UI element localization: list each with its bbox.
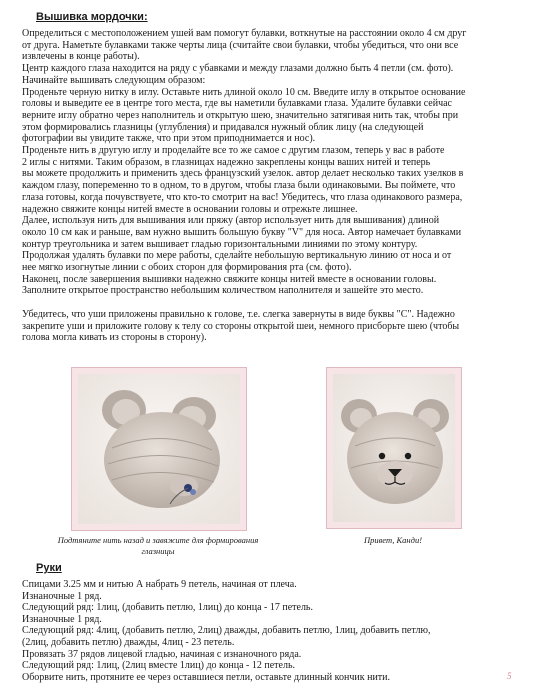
text-line: этом формировались глазницы (углубления) и придавался нужный облик лицу (на следующей (22, 121, 424, 133)
text-line: Проденьте нить в другую иглу и проделайте все то же самое с другим глазом, теперь у вас в работе (22, 145, 445, 157)
text-line: Далее, используя нить для вышивания или пряжу (автор использует нить для вышивания) длиной (22, 215, 440, 227)
text-line: Изнаночные 1 ряд. (22, 590, 102, 602)
text-line: от друга. Наметьте булавками также черты лица (считайте свои булавки, чтобы убедиться, что они все (22, 39, 459, 51)
text-line: Определиться с местоположением ушей вам помогут булавки, воткнутые на расстоянии около 4 см друг (22, 28, 467, 39)
text-line: Убедитесь, что уши приложены правильно к голове, т.е. слегка завернуты в виде буквы "С". Надежно (22, 308, 455, 320)
text-line: закрепите уши и приложите голову к телу со стороны открытой шеи, немного присборьте шею (чтобы (22, 320, 460, 332)
text-line: Оборвите нить, протяните ее через оставшиеся петли, оставьте длинный кончик нити. (22, 671, 391, 683)
text-line: Следующий ряд: 4лиц, (добавить петлю, 2лиц) дважды, добавить петлю, 1лиц, добавить петлю, (22, 625, 431, 637)
text-line: Следующий ряд: 1лиц, (2лиц вместе 1лиц) до конца - 12 петель. (22, 660, 296, 672)
text-line: Наконец, после завершения вышивки надежно свяжите концы нитей вместе в основании головы. (22, 273, 437, 285)
text-line: нее мягко изогнутые линии с обоих сторон для формирования рта (см. фото). (22, 262, 352, 274)
section-heading-arms: Руки (36, 562, 62, 574)
text-line: Провязать 37 рядов лицевой гладью, начиная с изнаночного ряда. (22, 648, 302, 660)
text-line: надежно свяжите концы нитей вместе в основании головы и отрежьте лишнее. (22, 203, 358, 215)
text-line (22, 297, 518, 309)
text-line: Проденьте черную нитку в иглу. Оставьте нить длиной около 10 см. Введите иглу в открытое основание (22, 86, 466, 98)
text-line: 2 иглы с нитями. Таким образом, в глазницах надежно закреплены концы ваших нитей и теперь (22, 156, 431, 168)
text-line: Центр каждого глаза находится на ряду с убавками и между глазами должно быть 4 петли (см. фото). (22, 63, 454, 75)
text-line: головы и выведите ее в центре того места, где вы наметили булавками глаза. Удалите булавки сейчас (22, 98, 452, 110)
text-line: Спицами 3.25 мм и нитью А набрать 9 петель, начиная от плеча. (22, 579, 297, 590)
text-line: вы можете продолжить и применить здесь французский узелок. автор делает несколько таких узелков в (22, 168, 464, 180)
text-line: фотографии вы увидите также, что при этом приподнимается и нос). (22, 133, 316, 145)
section-heading-face-embroidery: Вышивка мордочки: (36, 11, 148, 23)
text-line: контур треугольника и затем вышивает гладью горизонтальными линиями по этому контуру. (22, 238, 418, 250)
text-line: Продолжая удалять булавки по мере работы, сделайте небольшую вертикальную линию от носа и от (22, 250, 452, 262)
text-line: глаза готовы, когда почувствуете, что кто-то смотрит на вас! Убедитесь, что глаза одинакового размера, (22, 191, 463, 203)
photo-bear-face (326, 367, 462, 529)
text-line: голова могла кивать из стороны в сторону). (22, 332, 207, 344)
text-line: (2лиц, добавить петлю) дважды, 4лиц - 23 петель. (22, 636, 235, 648)
instructions-text (22, 28, 518, 344)
arms-instructions-text (22, 579, 518, 683)
text-line: каждом глазу, попеременно то в одном, то в другом, чтобы глаза были одинаковыми. Вы поймете, что (22, 180, 456, 192)
text-line: Изнаночные 1 ряд. (22, 613, 102, 625)
text-line: Начинайте вышивать следующим образом: (22, 74, 206, 86)
text-line: извлечены в конце работы). (22, 51, 140, 63)
text-line: верните иглу обратно через наполнитель и открытую шею, значительно затягивая нить так, чтобы при (22, 109, 459, 121)
text-line: Заполните открытое пространство небольшим количеством наполнителя и зашейте это место. (22, 285, 424, 297)
text-line: Следующий ряд: 1лиц, (добавить петлю, 1лиц) до конца - 17 петель. (22, 602, 313, 614)
text-line: около 10 см как и раньше, вам нужно вышить большую букву "V" для носа. Автор намечает булавками (22, 226, 462, 238)
page-number: 5 (507, 671, 512, 681)
photo-bear-head-side (71, 367, 247, 531)
caption-right-photo: Привет, Канди! (363, 535, 423, 545)
caption-left-photo: Подтяните нить назад и завяжите для формирования глазницы (57, 535, 259, 556)
